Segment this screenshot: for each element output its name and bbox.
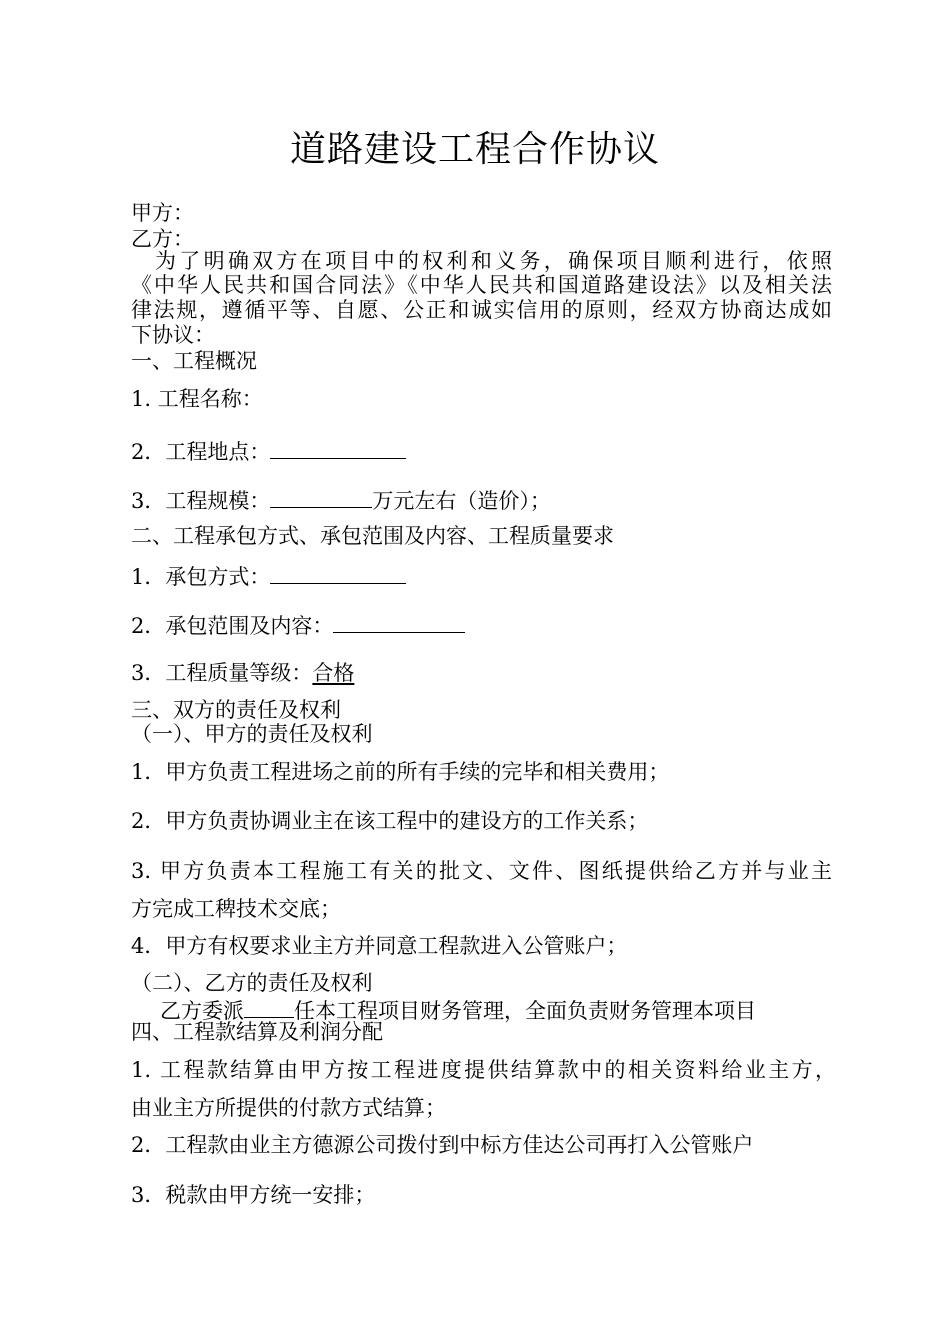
preamble-line-1: 为了明确双方在项目中的权利和义务，确保项目顺利进行，依照 — [155, 249, 832, 273]
party-b-label: 乙方： — [131, 227, 194, 251]
project-scale-label: 3．工程规模： — [131, 489, 271, 513]
party-b-appointee-blank — [244, 995, 294, 1018]
section-1-heading: 一、工程概况 — [131, 349, 257, 373]
quality-grade-value: 合格 — [312, 661, 355, 685]
settlement-item-3: 3．税款由甲方统一安排； — [131, 1183, 376, 1207]
party-b-duties-heading: （二）、乙方的责任及权利 — [131, 971, 373, 995]
project-location-blank — [270, 436, 406, 459]
document-title: 道路建设工程合作协议 — [289, 129, 660, 170]
project-location-label: 2．工程地点： — [131, 440, 271, 464]
preamble-line-2: 《中华人民共和国合同法》《中华人民共和国道路建设法》以及相关法 — [131, 273, 832, 297]
party-a-label: 甲方： — [131, 201, 194, 225]
settlement-item-2: 2．工程款由业主方德源公司拨付到中标方佳达公司再打入公管账户 — [131, 1133, 754, 1157]
party-a-duty-1: 1．甲方负责工程进场之前的所有手续的完毕和相关费用； — [131, 760, 670, 784]
settlement-item-1-line-2: 由业主方所提供的付款方式结算； — [131, 1096, 446, 1120]
party-b-duty-prefix: 乙方委派 — [160, 999, 244, 1023]
contract-method-label: 1．承包方式： — [131, 565, 271, 589]
project-name-item: 1. 工程名称： — [131, 387, 263, 411]
party-a-duty-2: 2．甲方负责协调业主在该工程中的建设方的工作关系； — [131, 809, 649, 833]
contract-scope-label: 2．承包范围及内容： — [131, 614, 334, 638]
contract-method-blank — [270, 561, 406, 584]
project-scale-item — [131, 485, 551, 514]
party-a-duty-4: 4．甲方有权要求业主方并同意工程款进入公管账户； — [131, 934, 628, 958]
party-a-duties-heading: （一）、甲方的责任及权利 — [131, 722, 373, 746]
contract-scope-blank — [333, 610, 465, 633]
contract-scope-item — [131, 610, 465, 639]
preamble-line-4: 下协议： — [131, 323, 215, 347]
section-3-heading: 三、双方的责任及权利 — [131, 698, 341, 722]
settlement-item-1-line-1: 1. 工程款结算由甲方按工程进度提供结算款中的相关资料给业主方， — [131, 1058, 836, 1082]
section-2-heading: 二、工程承包方式、承包范围及内容、工程质量要求 — [131, 524, 614, 548]
party-a-duty-3-line-1: 3. 甲方负责本工程施工有关的批文、文件、图纸提供给乙方并与业主 — [131, 859, 832, 883]
preamble-line-3: 律法规，遵循平等、自愿、公正和诚实信用的原则，经双方协商达成如 — [131, 298, 832, 322]
quality-grade-item — [131, 660, 354, 686]
section-4-heading: 四、工程款结算及利润分配 — [131, 1020, 383, 1044]
contract-method-item — [131, 561, 406, 590]
project-scale-suffix: 万元左右（造价）； — [372, 489, 551, 513]
party-a-duty-3-line-2: 方完成工稗技术交底； — [131, 897, 341, 921]
project-location-item — [131, 436, 406, 465]
party-b-duty-suffix: 任本工程项目财务管理，全面负责财务管理本项目 — [294, 999, 756, 1023]
quality-grade-label: 3．工程质量等级： — [131, 661, 313, 685]
project-scale-blank — [270, 485, 372, 508]
